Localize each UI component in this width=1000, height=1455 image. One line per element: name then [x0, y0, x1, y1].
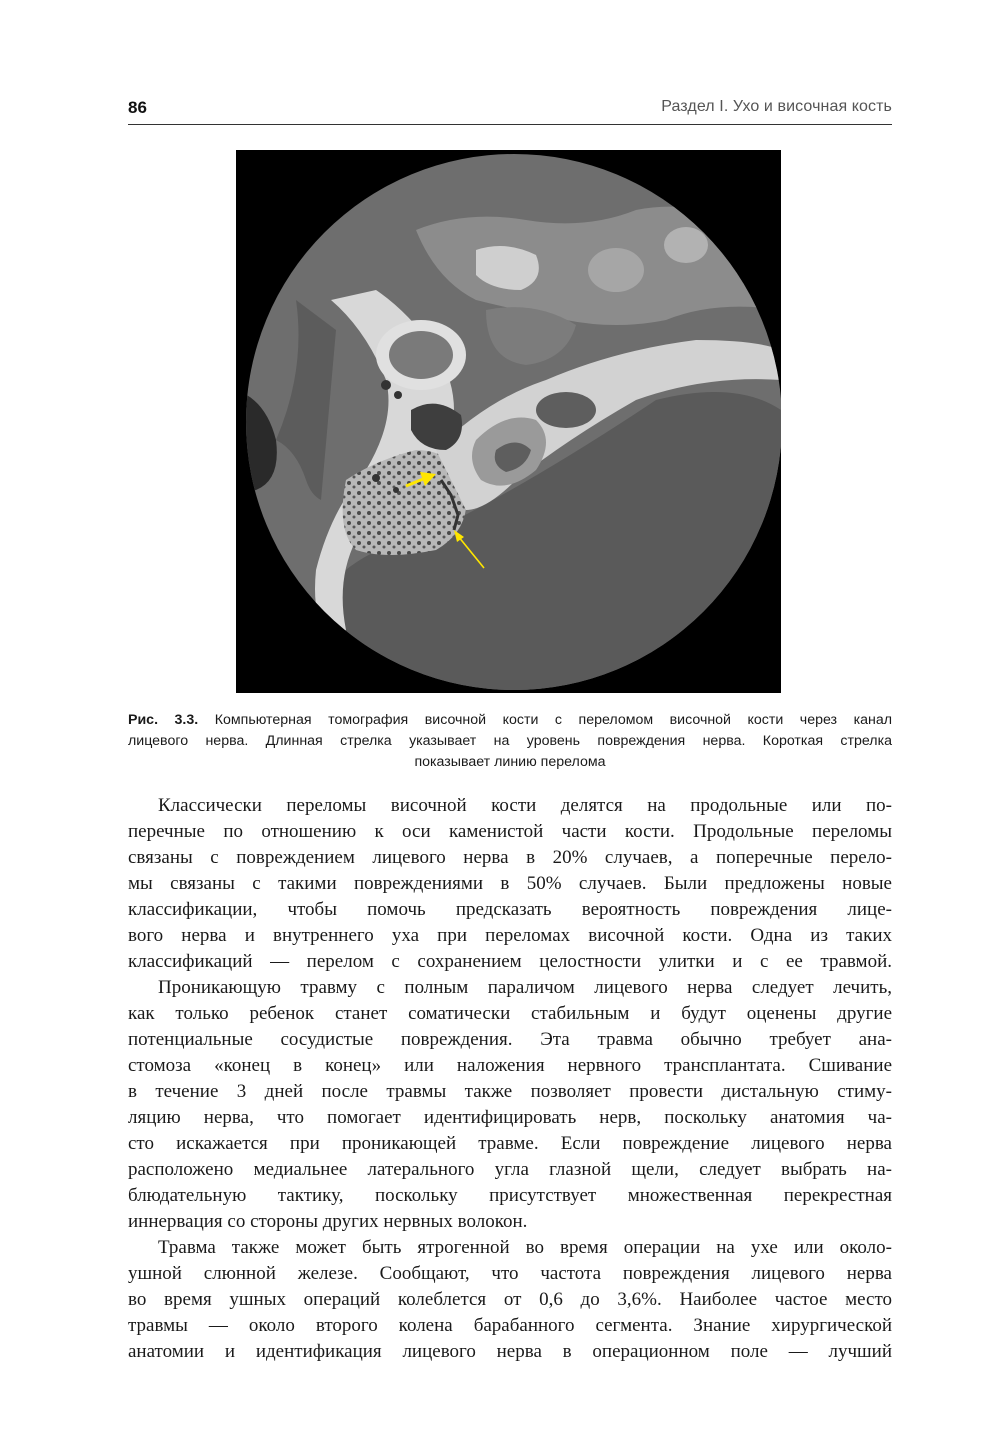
paragraph-line: во время ушных операций колеблется от 0,6 до 3,6%. Наиболее частое место — [128, 1289, 892, 1310]
paragraph-line: мы связаны с такими повреждениями в 50% случаев. Были предложены новые — [128, 873, 892, 894]
paragraph-line: вого нерва и внутреннего уха при переломах височной кости. Одна из таких — [128, 925, 892, 946]
caption-line: Компьютерная томография височной кости с переломом височной кости через канал — [198, 712, 892, 728]
caption-line: лицевого нерва. Длинная стрелка указывает на уровень повреждения нерва. Короткая стрелка — [128, 733, 892, 749]
paragraph-line: Классически переломы височной кости делятся на продольные или по- — [158, 795, 892, 816]
paragraph-line: анатомии и идентификация лицевого нерва в операционном поле — лучший — [128, 1341, 892, 1362]
paragraph-line: ушной слюнной железе. Сообщают, что частота повреждения лицевого нерва — [128, 1263, 892, 1284]
paragraph-line: Проникающую травму с полным параличом лицевого нерва следует лечить, — [158, 977, 892, 998]
paragraph-line: связаны с повреждением лицевого нерва в 20% случаев, а поперечные перело- — [128, 847, 892, 868]
ct-scan-image — [236, 150, 781, 693]
ct-scan-figure — [236, 150, 781, 693]
paragraph-line: ляцию нерва, что помогает идентифицировать нерв, поскольку анатомия ча- — [128, 1107, 892, 1128]
paragraph-line: расположено медиальнее латерального угла глазной щели, следует выбрать на- — [128, 1159, 892, 1180]
body-text — [128, 793, 892, 1365]
paragraph-line: травмы — около второго колена барабанного сегмента. Знание хирургической — [128, 1315, 892, 1336]
page-number: 86 — [128, 98, 147, 117]
paragraph-line: как только ребенок станет соматически стабильным и будут оценены другие — [128, 1003, 892, 1024]
figure-caption — [128, 710, 892, 773]
paragraph-line: иннервация со стороны других нервных волокон. — [128, 1211, 528, 1232]
paragraph-line: в течение 3 дней после травмы также позволяет провести дистальную стиму- — [128, 1081, 892, 1102]
figure-label: Рис. 3.3. — [128, 712, 199, 728]
running-head: Раздел I. Ухо и височная кость — [661, 98, 892, 115]
page-header — [128, 96, 892, 125]
caption-line: показывает линию перелома — [414, 754, 606, 770]
paragraph-line: перечные по отношению к оси каменистой части кости. Продольные переломы — [128, 821, 892, 842]
paragraph-line: Травма также может быть ятрогенной во время операции на ухе или около- — [158, 1237, 892, 1258]
paragraph-line: классификации, чтобы помочь предсказать вероятность повреждения лице- — [128, 899, 892, 920]
paragraph-line: потенциальные сосудистые повреждения. Эта травма обычно требует ана- — [128, 1029, 892, 1050]
paragraph-line: блюдательную тактику, поскольку присутствует множественная перекрестная — [128, 1185, 892, 1206]
paragraph-line: сто искажается при проникающей травме. Если повреждение лицевого нерва — [128, 1133, 892, 1154]
paragraph-line: классификаций — перелом с сохранением целостности улитки и с ее травмой. — [128, 951, 892, 972]
paragraph-line: стомоза «конец в конец» или наложения нервного трансплантата. Сшивание — [128, 1055, 892, 1076]
